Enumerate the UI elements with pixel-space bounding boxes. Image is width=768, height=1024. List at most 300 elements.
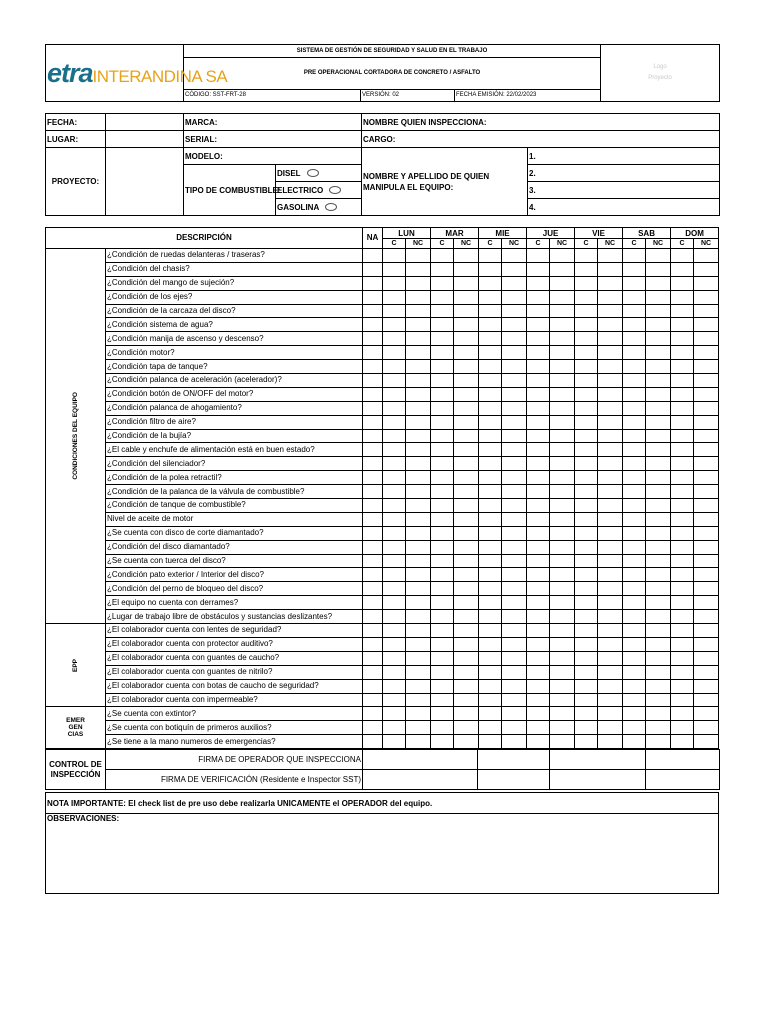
check-cell[interactable] <box>694 249 719 263</box>
check-cell[interactable] <box>479 249 502 263</box>
operator-3[interactable]: 3. <box>528 182 720 199</box>
signature-cell[interactable] <box>478 750 550 770</box>
check-cell[interactable] <box>479 651 502 665</box>
check-cell[interactable] <box>598 540 623 554</box>
na-cell[interactable] <box>363 304 383 318</box>
check-cell[interactable] <box>671 387 694 401</box>
check-cell[interactable] <box>646 526 671 540</box>
check-cell[interactable] <box>623 512 646 526</box>
check-cell[interactable] <box>550 485 575 499</box>
check-cell[interactable] <box>623 582 646 596</box>
check-cell[interactable] <box>575 554 598 568</box>
operator-4[interactable]: 4. <box>528 199 720 216</box>
check-cell[interactable] <box>623 707 646 721</box>
check-cell[interactable] <box>694 262 719 276</box>
check-cell[interactable] <box>694 693 719 707</box>
check-cell[interactable] <box>431 512 454 526</box>
check-cell[interactable] <box>575 443 598 457</box>
check-cell[interactable] <box>454 249 479 263</box>
check-cell[interactable] <box>383 249 406 263</box>
check-cell[interactable] <box>550 596 575 610</box>
check-cell[interactable] <box>575 290 598 304</box>
na-cell[interactable] <box>363 401 383 415</box>
check-cell[interactable] <box>431 637 454 651</box>
check-cell[interactable] <box>527 374 550 388</box>
check-cell[interactable] <box>479 429 502 443</box>
check-cell[interactable] <box>527 554 550 568</box>
lugar-field[interactable] <box>106 131 184 148</box>
check-cell[interactable] <box>646 471 671 485</box>
check-cell[interactable] <box>431 721 454 735</box>
check-cell[interactable] <box>671 443 694 457</box>
check-cell[interactable] <box>406 540 431 554</box>
check-cell[interactable] <box>479 596 502 610</box>
check-cell[interactable] <box>454 401 479 415</box>
check-cell[interactable] <box>383 526 406 540</box>
na-cell[interactable] <box>363 471 383 485</box>
check-cell[interactable] <box>383 374 406 388</box>
check-cell[interactable] <box>550 651 575 665</box>
check-cell[interactable] <box>598 568 623 582</box>
check-cell[interactable] <box>383 262 406 276</box>
check-cell[interactable] <box>479 471 502 485</box>
check-cell[interactable] <box>502 415 527 429</box>
check-cell[interactable] <box>383 471 406 485</box>
check-cell[interactable] <box>383 304 406 318</box>
check-cell[interactable] <box>406 249 431 263</box>
check-cell[interactable] <box>527 332 550 346</box>
check-cell[interactable] <box>431 651 454 665</box>
check-cell[interactable] <box>454 318 479 332</box>
check-cell[interactable] <box>694 651 719 665</box>
check-cell[interactable] <box>502 429 527 443</box>
na-cell[interactable] <box>363 554 383 568</box>
check-cell[interactable] <box>550 735 575 749</box>
check-cell[interactable] <box>671 332 694 346</box>
check-cell[interactable] <box>550 721 575 735</box>
check-cell[interactable] <box>623 624 646 638</box>
radio-icon[interactable] <box>307 169 319 177</box>
check-cell[interactable] <box>598 624 623 638</box>
check-cell[interactable] <box>694 360 719 374</box>
na-cell[interactable] <box>363 457 383 471</box>
check-cell[interactable] <box>598 679 623 693</box>
check-cell[interactable] <box>454 499 479 513</box>
check-cell[interactable] <box>623 554 646 568</box>
check-cell[interactable] <box>575 457 598 471</box>
check-cell[interactable] <box>646 512 671 526</box>
check-cell[interactable] <box>502 401 527 415</box>
observations-field[interactable]: OBSERVACIONES: <box>46 814 719 894</box>
check-cell[interactable] <box>694 554 719 568</box>
inspector-name-field[interactable]: NOMBRE QUIEN INSPECCIONA: <box>362 114 720 131</box>
check-cell[interactable] <box>598 499 623 513</box>
check-cell[interactable] <box>502 665 527 679</box>
check-cell[interactable] <box>646 624 671 638</box>
check-cell[interactable] <box>575 610 598 624</box>
check-cell[interactable] <box>623 637 646 651</box>
check-cell[interactable] <box>598 346 623 360</box>
check-cell[interactable] <box>502 471 527 485</box>
check-cell[interactable] <box>623 415 646 429</box>
check-cell[interactable] <box>623 332 646 346</box>
check-cell[interactable] <box>527 443 550 457</box>
check-cell[interactable] <box>646 679 671 693</box>
check-cell[interactable] <box>671 512 694 526</box>
na-cell[interactable] <box>363 582 383 596</box>
check-cell[interactable] <box>575 401 598 415</box>
check-cell[interactable] <box>479 721 502 735</box>
check-cell[interactable] <box>527 387 550 401</box>
check-cell[interactable] <box>383 276 406 290</box>
check-cell[interactable] <box>454 457 479 471</box>
check-cell[interactable] <box>646 332 671 346</box>
check-cell[interactable] <box>671 290 694 304</box>
check-cell[interactable] <box>598 554 623 568</box>
check-cell[interactable] <box>527 485 550 499</box>
check-cell[interactable] <box>527 693 550 707</box>
check-cell[interactable] <box>598 249 623 263</box>
check-cell[interactable] <box>502 387 527 401</box>
check-cell[interactable] <box>454 415 479 429</box>
check-cell[interactable] <box>575 374 598 388</box>
check-cell[interactable] <box>431 374 454 388</box>
check-cell[interactable] <box>575 346 598 360</box>
check-cell[interactable] <box>550 526 575 540</box>
check-cell[interactable] <box>454 693 479 707</box>
check-cell[interactable] <box>671 499 694 513</box>
check-cell[interactable] <box>694 610 719 624</box>
check-cell[interactable] <box>383 707 406 721</box>
check-cell[interactable] <box>550 693 575 707</box>
check-cell[interactable] <box>646 568 671 582</box>
check-cell[interactable] <box>598 318 623 332</box>
check-cell[interactable] <box>671 485 694 499</box>
check-cell[interactable] <box>671 721 694 735</box>
check-cell[interactable] <box>575 651 598 665</box>
check-cell[interactable] <box>454 582 479 596</box>
check-cell[interactable] <box>527 679 550 693</box>
check-cell[interactable] <box>406 624 431 638</box>
check-cell[interactable] <box>454 624 479 638</box>
check-cell[interactable] <box>646 374 671 388</box>
check-cell[interactable] <box>598 596 623 610</box>
check-cell[interactable] <box>479 512 502 526</box>
check-cell[interactable] <box>454 485 479 499</box>
check-cell[interactable] <box>623 499 646 513</box>
operator-1[interactable]: 1. <box>528 148 720 165</box>
check-cell[interactable] <box>431 526 454 540</box>
check-cell[interactable] <box>431 665 454 679</box>
check-cell[interactable] <box>646 443 671 457</box>
check-cell[interactable] <box>431 610 454 624</box>
check-cell[interactable] <box>479 374 502 388</box>
check-cell[interactable] <box>406 332 431 346</box>
check-cell[interactable] <box>623 318 646 332</box>
check-cell[interactable] <box>479 387 502 401</box>
check-cell[interactable] <box>623 526 646 540</box>
check-cell[interactable] <box>431 387 454 401</box>
check-cell[interactable] <box>671 707 694 721</box>
check-cell[interactable] <box>694 457 719 471</box>
check-cell[interactable] <box>383 679 406 693</box>
na-cell[interactable] <box>363 526 383 540</box>
check-cell[interactable] <box>406 457 431 471</box>
check-cell[interactable] <box>502 443 527 457</box>
check-cell[interactable] <box>598 276 623 290</box>
check-cell[interactable] <box>550 512 575 526</box>
check-cell[interactable] <box>527 401 550 415</box>
na-cell[interactable] <box>363 610 383 624</box>
check-cell[interactable] <box>575 512 598 526</box>
check-cell[interactable] <box>527 707 550 721</box>
check-cell[interactable] <box>575 415 598 429</box>
check-cell[interactable] <box>550 665 575 679</box>
na-cell[interactable] <box>363 346 383 360</box>
check-cell[interactable] <box>694 721 719 735</box>
check-cell[interactable] <box>623 485 646 499</box>
check-cell[interactable] <box>502 735 527 749</box>
check-cell[interactable] <box>502 679 527 693</box>
check-cell[interactable] <box>598 332 623 346</box>
check-cell[interactable] <box>527 721 550 735</box>
modelo-field[interactable]: MODELO: <box>184 148 362 165</box>
check-cell[interactable] <box>479 707 502 721</box>
na-cell[interactable] <box>363 290 383 304</box>
check-cell[interactable] <box>598 457 623 471</box>
check-cell[interactable] <box>406 346 431 360</box>
check-cell[interactable] <box>671 665 694 679</box>
check-cell[interactable] <box>550 346 575 360</box>
check-cell[interactable] <box>502 290 527 304</box>
check-cell[interactable] <box>502 457 527 471</box>
check-cell[interactable] <box>527 290 550 304</box>
na-cell[interactable] <box>363 374 383 388</box>
check-cell[interactable] <box>383 582 406 596</box>
check-cell[interactable] <box>550 554 575 568</box>
check-cell[interactable] <box>575 679 598 693</box>
check-cell[interactable] <box>502 304 527 318</box>
check-cell[interactable] <box>431 346 454 360</box>
check-cell[interactable] <box>575 387 598 401</box>
check-cell[interactable] <box>479 679 502 693</box>
check-cell[interactable] <box>646 290 671 304</box>
check-cell[interactable] <box>623 374 646 388</box>
check-cell[interactable] <box>406 387 431 401</box>
check-cell[interactable] <box>646 304 671 318</box>
na-cell[interactable] <box>363 540 383 554</box>
check-cell[interactable] <box>671 415 694 429</box>
check-cell[interactable] <box>598 665 623 679</box>
check-cell[interactable] <box>623 596 646 610</box>
check-cell[interactable] <box>575 471 598 485</box>
check-cell[interactable] <box>502 276 527 290</box>
check-cell[interactable] <box>454 512 479 526</box>
check-cell[interactable] <box>550 290 575 304</box>
na-cell[interactable] <box>363 360 383 374</box>
check-cell[interactable] <box>671 401 694 415</box>
check-cell[interactable] <box>479 346 502 360</box>
signature-cell[interactable] <box>363 770 478 790</box>
check-cell[interactable] <box>479 304 502 318</box>
check-cell[interactable] <box>550 276 575 290</box>
check-cell[interactable] <box>671 471 694 485</box>
check-cell[interactable] <box>454 610 479 624</box>
check-cell[interactable] <box>575 637 598 651</box>
check-cell[interactable] <box>383 485 406 499</box>
check-cell[interactable] <box>646 665 671 679</box>
check-cell[interactable] <box>527 582 550 596</box>
check-cell[interactable] <box>502 721 527 735</box>
check-cell[interactable] <box>431 318 454 332</box>
check-cell[interactable] <box>431 735 454 749</box>
check-cell[interactable] <box>527 249 550 263</box>
check-cell[interactable] <box>454 679 479 693</box>
check-cell[interactable] <box>383 624 406 638</box>
check-cell[interactable] <box>454 276 479 290</box>
check-cell[interactable] <box>431 499 454 513</box>
check-cell[interactable] <box>623 693 646 707</box>
check-cell[interactable] <box>383 554 406 568</box>
check-cell[interactable] <box>406 693 431 707</box>
check-cell[interactable] <box>671 540 694 554</box>
check-cell[interactable] <box>383 346 406 360</box>
signature-cell[interactable] <box>646 750 720 770</box>
check-cell[interactable] <box>550 304 575 318</box>
check-cell[interactable] <box>383 540 406 554</box>
check-cell[interactable] <box>598 735 623 749</box>
check-cell[interactable] <box>406 415 431 429</box>
check-cell[interactable] <box>527 610 550 624</box>
check-cell[interactable] <box>671 249 694 263</box>
check-cell[interactable] <box>694 540 719 554</box>
check-cell[interactable] <box>431 568 454 582</box>
check-cell[interactable] <box>479 554 502 568</box>
check-cell[interactable] <box>671 526 694 540</box>
signature-cell[interactable] <box>550 770 646 790</box>
check-cell[interactable] <box>575 721 598 735</box>
check-cell[interactable] <box>598 582 623 596</box>
check-cell[interactable] <box>694 596 719 610</box>
na-cell[interactable] <box>363 276 383 290</box>
check-cell[interactable] <box>575 332 598 346</box>
check-cell[interactable] <box>550 429 575 443</box>
check-cell[interactable] <box>479 276 502 290</box>
check-cell[interactable] <box>502 624 527 638</box>
check-cell[interactable] <box>383 499 406 513</box>
check-cell[interactable] <box>431 471 454 485</box>
check-cell[interactable] <box>671 735 694 749</box>
check-cell[interactable] <box>671 360 694 374</box>
check-cell[interactable] <box>502 318 527 332</box>
serial-field[interactable]: SERIAL: <box>184 131 362 148</box>
check-cell[interactable] <box>527 318 550 332</box>
check-cell[interactable] <box>406 471 431 485</box>
check-cell[interactable] <box>575 304 598 318</box>
check-cell[interactable] <box>575 360 598 374</box>
check-cell[interactable] <box>671 304 694 318</box>
check-cell[interactable] <box>694 346 719 360</box>
na-cell[interactable] <box>363 429 383 443</box>
check-cell[interactable] <box>598 721 623 735</box>
check-cell[interactable] <box>406 568 431 582</box>
check-cell[interactable] <box>694 290 719 304</box>
check-cell[interactable] <box>406 610 431 624</box>
check-cell[interactable] <box>671 374 694 388</box>
check-cell[interactable] <box>694 735 719 749</box>
check-cell[interactable] <box>454 721 479 735</box>
check-cell[interactable] <box>502 360 527 374</box>
check-cell[interactable] <box>694 568 719 582</box>
check-cell[interactable] <box>454 596 479 610</box>
check-cell[interactable] <box>646 457 671 471</box>
check-cell[interactable] <box>431 304 454 318</box>
na-cell[interactable] <box>363 707 383 721</box>
check-cell[interactable] <box>502 637 527 651</box>
check-cell[interactable] <box>527 637 550 651</box>
check-cell[interactable] <box>502 346 527 360</box>
na-cell[interactable] <box>363 735 383 749</box>
check-cell[interactable] <box>502 554 527 568</box>
check-cell[interactable] <box>383 332 406 346</box>
check-cell[interactable] <box>575 707 598 721</box>
check-cell[interactable] <box>646 346 671 360</box>
check-cell[interactable] <box>623 443 646 457</box>
check-cell[interactable] <box>694 582 719 596</box>
check-cell[interactable] <box>694 276 719 290</box>
check-cell[interactable] <box>598 526 623 540</box>
check-cell[interactable] <box>623 429 646 443</box>
check-cell[interactable] <box>646 693 671 707</box>
check-cell[interactable] <box>454 637 479 651</box>
check-cell[interactable] <box>598 360 623 374</box>
check-cell[interactable] <box>575 429 598 443</box>
check-cell[interactable] <box>550 540 575 554</box>
check-cell[interactable] <box>383 568 406 582</box>
check-cell[interactable] <box>694 304 719 318</box>
check-cell[interactable] <box>479 262 502 276</box>
check-cell[interactable] <box>623 304 646 318</box>
check-cell[interactable] <box>479 485 502 499</box>
check-cell[interactable] <box>431 485 454 499</box>
na-cell[interactable] <box>363 679 383 693</box>
check-cell[interactable] <box>575 693 598 707</box>
check-cell[interactable] <box>502 568 527 582</box>
check-cell[interactable] <box>646 485 671 499</box>
check-cell[interactable] <box>623 249 646 263</box>
check-cell[interactable] <box>527 415 550 429</box>
check-cell[interactable] <box>598 707 623 721</box>
check-cell[interactable] <box>527 262 550 276</box>
check-cell[interactable] <box>598 610 623 624</box>
check-cell[interactable] <box>694 471 719 485</box>
check-cell[interactable] <box>623 610 646 624</box>
na-cell[interactable] <box>363 721 383 735</box>
check-cell[interactable] <box>550 610 575 624</box>
check-cell[interactable] <box>623 735 646 749</box>
check-cell[interactable] <box>431 679 454 693</box>
na-cell[interactable] <box>363 318 383 332</box>
check-cell[interactable] <box>694 318 719 332</box>
check-cell[interactable] <box>479 540 502 554</box>
check-cell[interactable] <box>623 401 646 415</box>
check-cell[interactable] <box>479 443 502 457</box>
check-cell[interactable] <box>575 624 598 638</box>
check-cell[interactable] <box>694 443 719 457</box>
check-cell[interactable] <box>454 665 479 679</box>
check-cell[interactable] <box>623 360 646 374</box>
check-cell[interactable] <box>454 707 479 721</box>
